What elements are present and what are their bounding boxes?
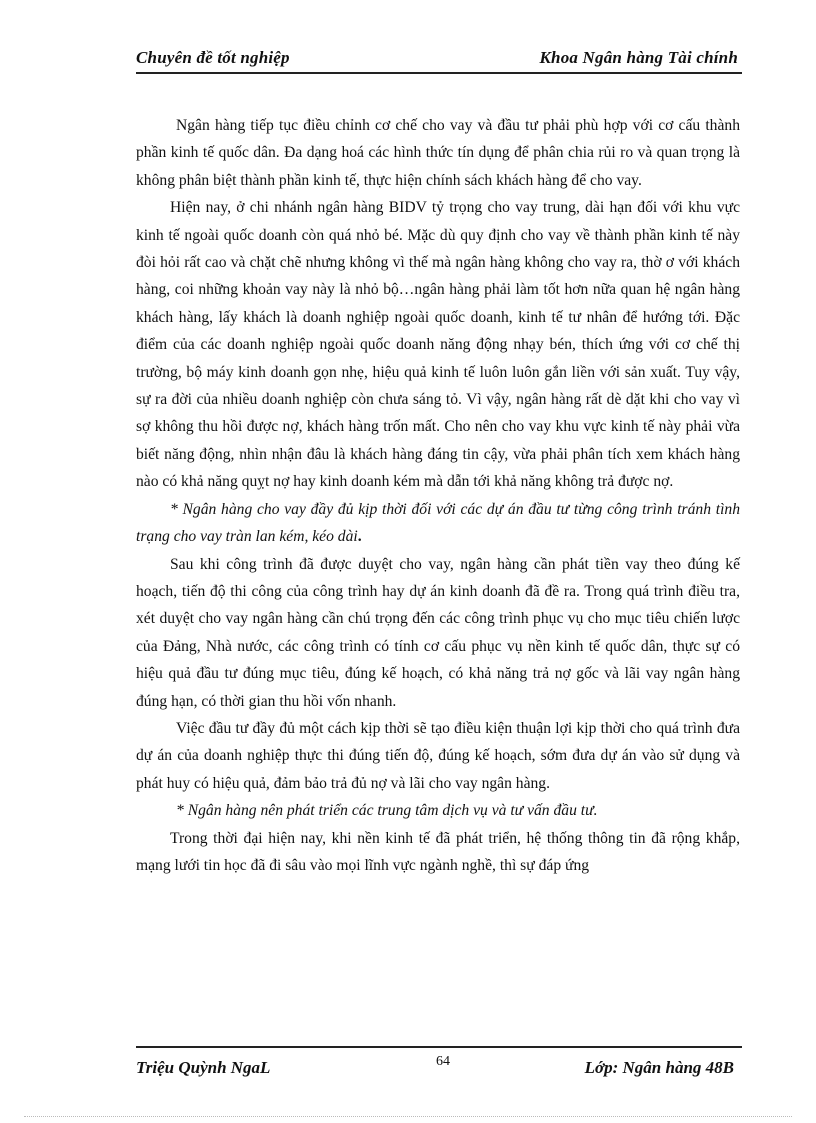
paragraph: Sau khi công trình đã được duyệt cho vay, ngân hàng cần phát tiền vay theo đúng kế hoạch, tiến độ thi công của công trình hay dự án kinh doanh đã đề ra. Trong quá trình điều tra, xét duyệt cho vay ngân hàng cần chú trọng đến các công trình phục vụ cho mục tiêu chiến lược của Đảng, Nhà nước, các công trình có tính cơ cấu phục vụ nền kinh tế quốc dân, thực sự có hiệu quả đầu tư đúng mục tiêu, đúng kế hoạch, có khả năng trả nợ gốc và lãi vay ngân hàng đúng hạn, có thời gian thu hồi vốn nhanh.	[136, 555, 740, 710]
paragraph: Hiện nay, ở chi nhánh ngân hàng BIDV tỷ trọng cho vay trung, dài hạn đối với khu vực kinh tế ngoài quốc doanh còn quá nhỏ bé. Mặc dù quy định cho vay về thành phần kinh tế này đòi hỏi rất cao và chặt chẽ nhưng không vì thế mà ngân hàng không cho vay ra, thờ ơ với khách hàng, coi những khoản vay này là nhỏ bộ…ngân hàng phải làm tốt hơn nữa quan hệ ngân hàng khách hàng, lấy khách là doanh nghiệp ngoài quốc doanh, kinh tế tư nhân để hướng tới. Đặc điểm của các doanh nghiệp ngoài quốc doanh năng động nhạy bén, thích ứng với cơ chế thị trường, bộ máy kinh doanh gọn nhẹ, hiệu quả kinh tế luôn luôn gắn liền với sản xuất. Tuy vậy, sự ra đời của nhiều doanh nghiệp còn chưa sáng tỏ. Vì vậy, ngân hàng rất dè dặt khi cho vay vì sợ không thu hồi được nợ, khách hàng trốn mất. Cho nên cho vay khu vực kinh tế này phải vừa biết năng động, nhìn nhận đâu là khách hàng đáng tin cậy, vừa phải phân tích xem khách hàng nào có khả năng quỵt nợ hay kinh doanh kém mà dẫn tới khả năng không trả được nợ.	[136, 199, 740, 491]
page-number: 64	[436, 1054, 450, 1069]
header-title-left: Chuyên đề tốt nghiệp	[136, 48, 290, 67]
paragraph: Trong thời đại hiện nay, khi nền kinh tế đã phát triển, hệ thống thông tin đã rộng khắp, mạng lưới tin học đã đi sâu vào mọi lĩnh vực ngành nghề, thì sự đáp ứng	[136, 829, 740, 874]
footer-class: Lớp: Ngân hàng 48B	[584, 1058, 734, 1077]
paragraph: Ngân hàng tiếp tục điều chỉnh cơ chế cho vay và đầu tư phải phù hợp với cơ cấu thành phần kinh tế quốc dân. Đa dạng hoá các hình thức tín dụng để phân chia rủi ro và quan trọng là không phân biệt thành phần kinh tế, thực hiện chính sách khách hàng để cho vay.	[136, 117, 740, 189]
subheading	[136, 496, 740, 551]
subheading-text: * Ngân hàng cho vay đầy đủ kịp thời đối với các dự án đầu tư từng công trình tránh tình trạng cho vay tràn lan kém, kéo dài	[136, 500, 740, 546]
page-header	[136, 46, 742, 74]
subheading: * Ngân hàng nên phát triển các trung tâm dịch vụ và tư vấn đầu tư.	[176, 802, 598, 820]
footer-author: Triệu Quỳnh NgaL	[136, 1058, 271, 1077]
subheading-terminator: .	[357, 528, 362, 546]
paragraph: Việc đầu tư đầy đủ một cách kịp thời sẽ tạo điều kiện thuận lợi kịp thời cho quá trình đưa dự án của doanh nghiệp thực thi đúng tiến độ, đúng kế hoạch, sớm đưa dự án vào sử dụng và phát huy có hiệu quả, đảm bảo trả đủ nợ và lãi cho vay ngân hàng.	[136, 719, 740, 792]
header-title-right: Khoa Ngân hàng Tài chính	[539, 48, 738, 67]
body-text	[136, 112, 740, 879]
page-bottom-divider	[24, 1116, 792, 1117]
page-footer	[136, 1046, 742, 1082]
